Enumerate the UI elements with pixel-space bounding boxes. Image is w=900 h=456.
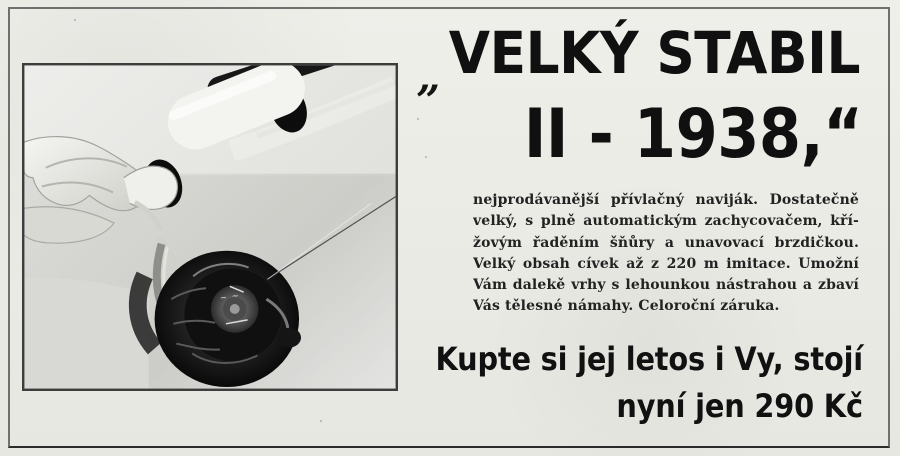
description-line-1: nejprodávanější přívlačný naviják. Dostatečně bbox=[473, 192, 859, 208]
description-line-3: žovým řaděním šňůry a unavovací brzdičkou. bbox=[473, 234, 859, 251]
call-to-action-line-2: nyní jen 290 Kč bbox=[616, 387, 863, 425]
print-speck bbox=[74, 19, 76, 21]
headline-line-1: VELKÝ STABIL bbox=[448, 19, 860, 87]
description-line-2: velký, s plně automatickým zachycovačem, kří- bbox=[473, 213, 859, 230]
svg-text:~ ~: ~ ~ bbox=[219, 290, 239, 305]
description-line-4: Velký obsah cívek až z 220 m imitace. Umožní bbox=[473, 255, 859, 272]
opening-quote: „ bbox=[414, 52, 448, 101]
print-speck bbox=[320, 420, 322, 422]
product-photo bbox=[22, 63, 398, 391]
call-to-action-line-1: Kupte si jej letos i Vy, stojí bbox=[435, 340, 863, 378]
headline-line-2: II - 1938,“ bbox=[523, 95, 862, 174]
print-speck bbox=[425, 156, 427, 158]
description-line-5: Vám dalekě vrhy s lehounkou nástrahou a zbaví bbox=[473, 277, 859, 294]
description-line-6: Vás tělesné námahy. Celoroční záruka. bbox=[473, 298, 780, 315]
fishing-reel-image bbox=[24, 65, 396, 389]
product-description bbox=[473, 190, 859, 318]
print-speck bbox=[417, 118, 419, 120]
